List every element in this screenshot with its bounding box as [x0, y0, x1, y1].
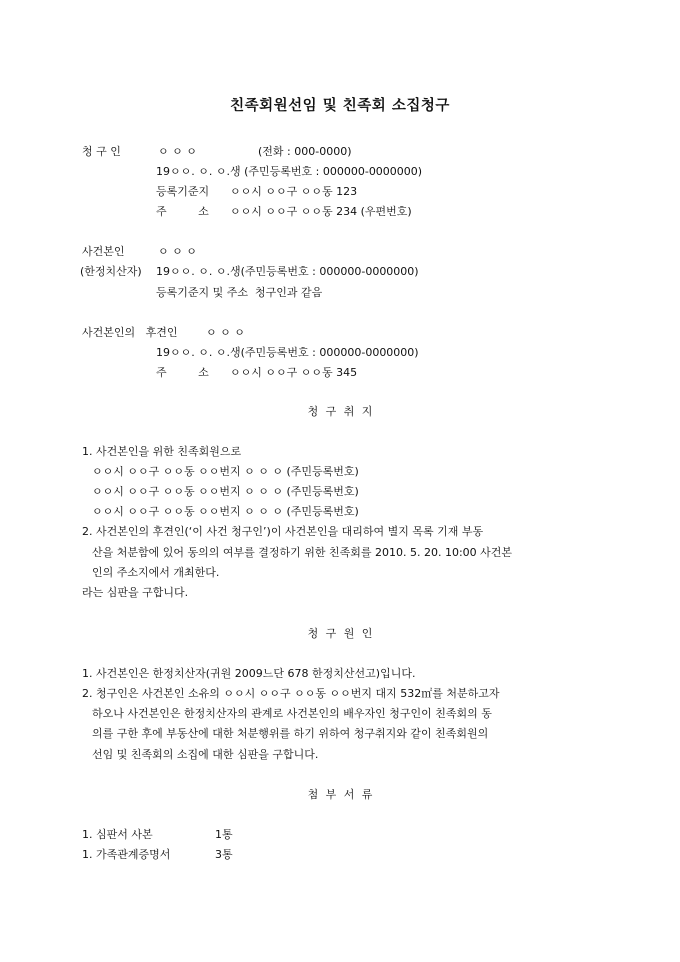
petitioner-domicile: ㅇㅇ시 ㅇㅇ구 ㅇㅇ동 123: [230, 185, 358, 198]
attachments-heading: 첨 부 서 류: [307, 788, 373, 801]
purpose-item-2-line-3: 인의 주소지에서 개최한다.: [92, 566, 220, 579]
attachment-item-2-count: 3통: [215, 848, 233, 861]
reasons-heading: 청 구 원 인: [307, 627, 373, 640]
purpose-item-2-line-1: 2. 사건본인의 후견인(‘이 사건 청구인’)이 사건본인을 대리하여 별지 목록 기재 부동: [82, 525, 484, 538]
reasons-item-2-line-3: 의를 구한 후에 부동산에 대한 처분행위를 하기 위하여 청구취지와 같이 친족회원의: [92, 727, 489, 740]
petitioner-label: 청 구 인: [82, 145, 121, 158]
document-title: 친족회원선임 및 친족회 소집청구: [230, 98, 450, 114]
petitioner-phone: (전화 : 000-0000): [258, 145, 352, 158]
attachment-item-2-name: 1. 가족관계증명서: [82, 848, 171, 861]
principal-domicile: 등록기준지 및 주소 청구인과 같음: [156, 286, 323, 299]
purpose-member-3: ㅇㅇ시 ㅇㅇ구 ㅇㅇ동 ㅇㅇ번지 ㅇ ㅇ ㅇ (주민등록번호): [92, 505, 359, 518]
purpose-item-2-line-2: 산을 처분함에 있어 동의의 여부를 결정하기 위한 친족회를 2010. 5. 20. 10:00 사건본: [92, 546, 513, 559]
purpose-member-2: ㅇㅇ시 ㅇㅇ구 ㅇㅇ동 ㅇㅇ번지 ㅇ ㅇ ㅇ (주민등록번호): [92, 485, 359, 498]
purpose-member-1: ㅇㅇ시 ㅇㅇ구 ㅇㅇ동 ㅇㅇ번지 ㅇ ㅇ ㅇ (주민등록번호): [92, 465, 359, 478]
purpose-closing: 라는 심판을 구합니다.: [82, 586, 189, 599]
principal-label: 사건본인: [82, 245, 125, 258]
petitioner-birth: 19ㅇㅇ. ㅇ. ㅇ.생 (주민등록번호 : 000000-0000000): [156, 165, 423, 178]
petitioner-domicile-label: 등록기준지: [156, 185, 210, 198]
guardian-address-label: 주 소: [156, 366, 209, 379]
petitioner-address-label: 주 소: [156, 205, 209, 218]
reasons-item-2-line-4: 선임 및 친족회의 소집에 대한 심판을 구합니다.: [92, 748, 319, 761]
principal-name: ㅇ ㅇ ㅇ: [158, 245, 197, 258]
principal-birth: 19ㅇㅇ. ㅇ. ㅇ.생(주민등록번호 : 000000-0000000): [156, 265, 419, 278]
guardian-label: 사건본인의 후견인: [82, 326, 178, 339]
purpose-item-1: 1. 사건본인을 위한 친족회원으로: [82, 445, 242, 458]
purpose-heading: 청 구 취 지: [307, 405, 373, 418]
reasons-item-2-line-1: 2. 청구인은 사건본인 소유의 ㅇㅇ시 ㅇㅇ구 ㅇㅇ동 ㅇㅇ번지 대지 532㎡를 처분하고자: [82, 687, 500, 700]
principal-sublabel: (한정치산자): [80, 265, 142, 278]
reasons-item-2-line-2: 하오나 사건본인은 한정치산자의 관계로 사건본인의 배우자인 청구인이 친족회의 동: [92, 707, 492, 720]
guardian-address: ㅇㅇ시 ㅇㅇ구 ㅇㅇ동 345: [230, 366, 358, 379]
attachment-item-1-name: 1. 심판서 사본: [82, 828, 153, 841]
reasons-item-1: 1. 사건본인은 한정치산자(귀원 2009느단 678 한정치산선고)입니다.: [82, 667, 416, 680]
attachment-item-1-count: 1통: [215, 828, 233, 841]
petitioner-address: ㅇㅇ시 ㅇㅇ구 ㅇㅇ동 234 (우편번호): [230, 205, 412, 218]
guardian-name: ㅇ ㅇ ㅇ: [206, 326, 245, 339]
guardian-birth: 19ㅇㅇ. ㅇ. ㅇ.생(주민등록번호 : 000000-0000000): [156, 346, 419, 359]
petitioner-name: ㅇ ㅇ ㅇ: [158, 145, 197, 158]
